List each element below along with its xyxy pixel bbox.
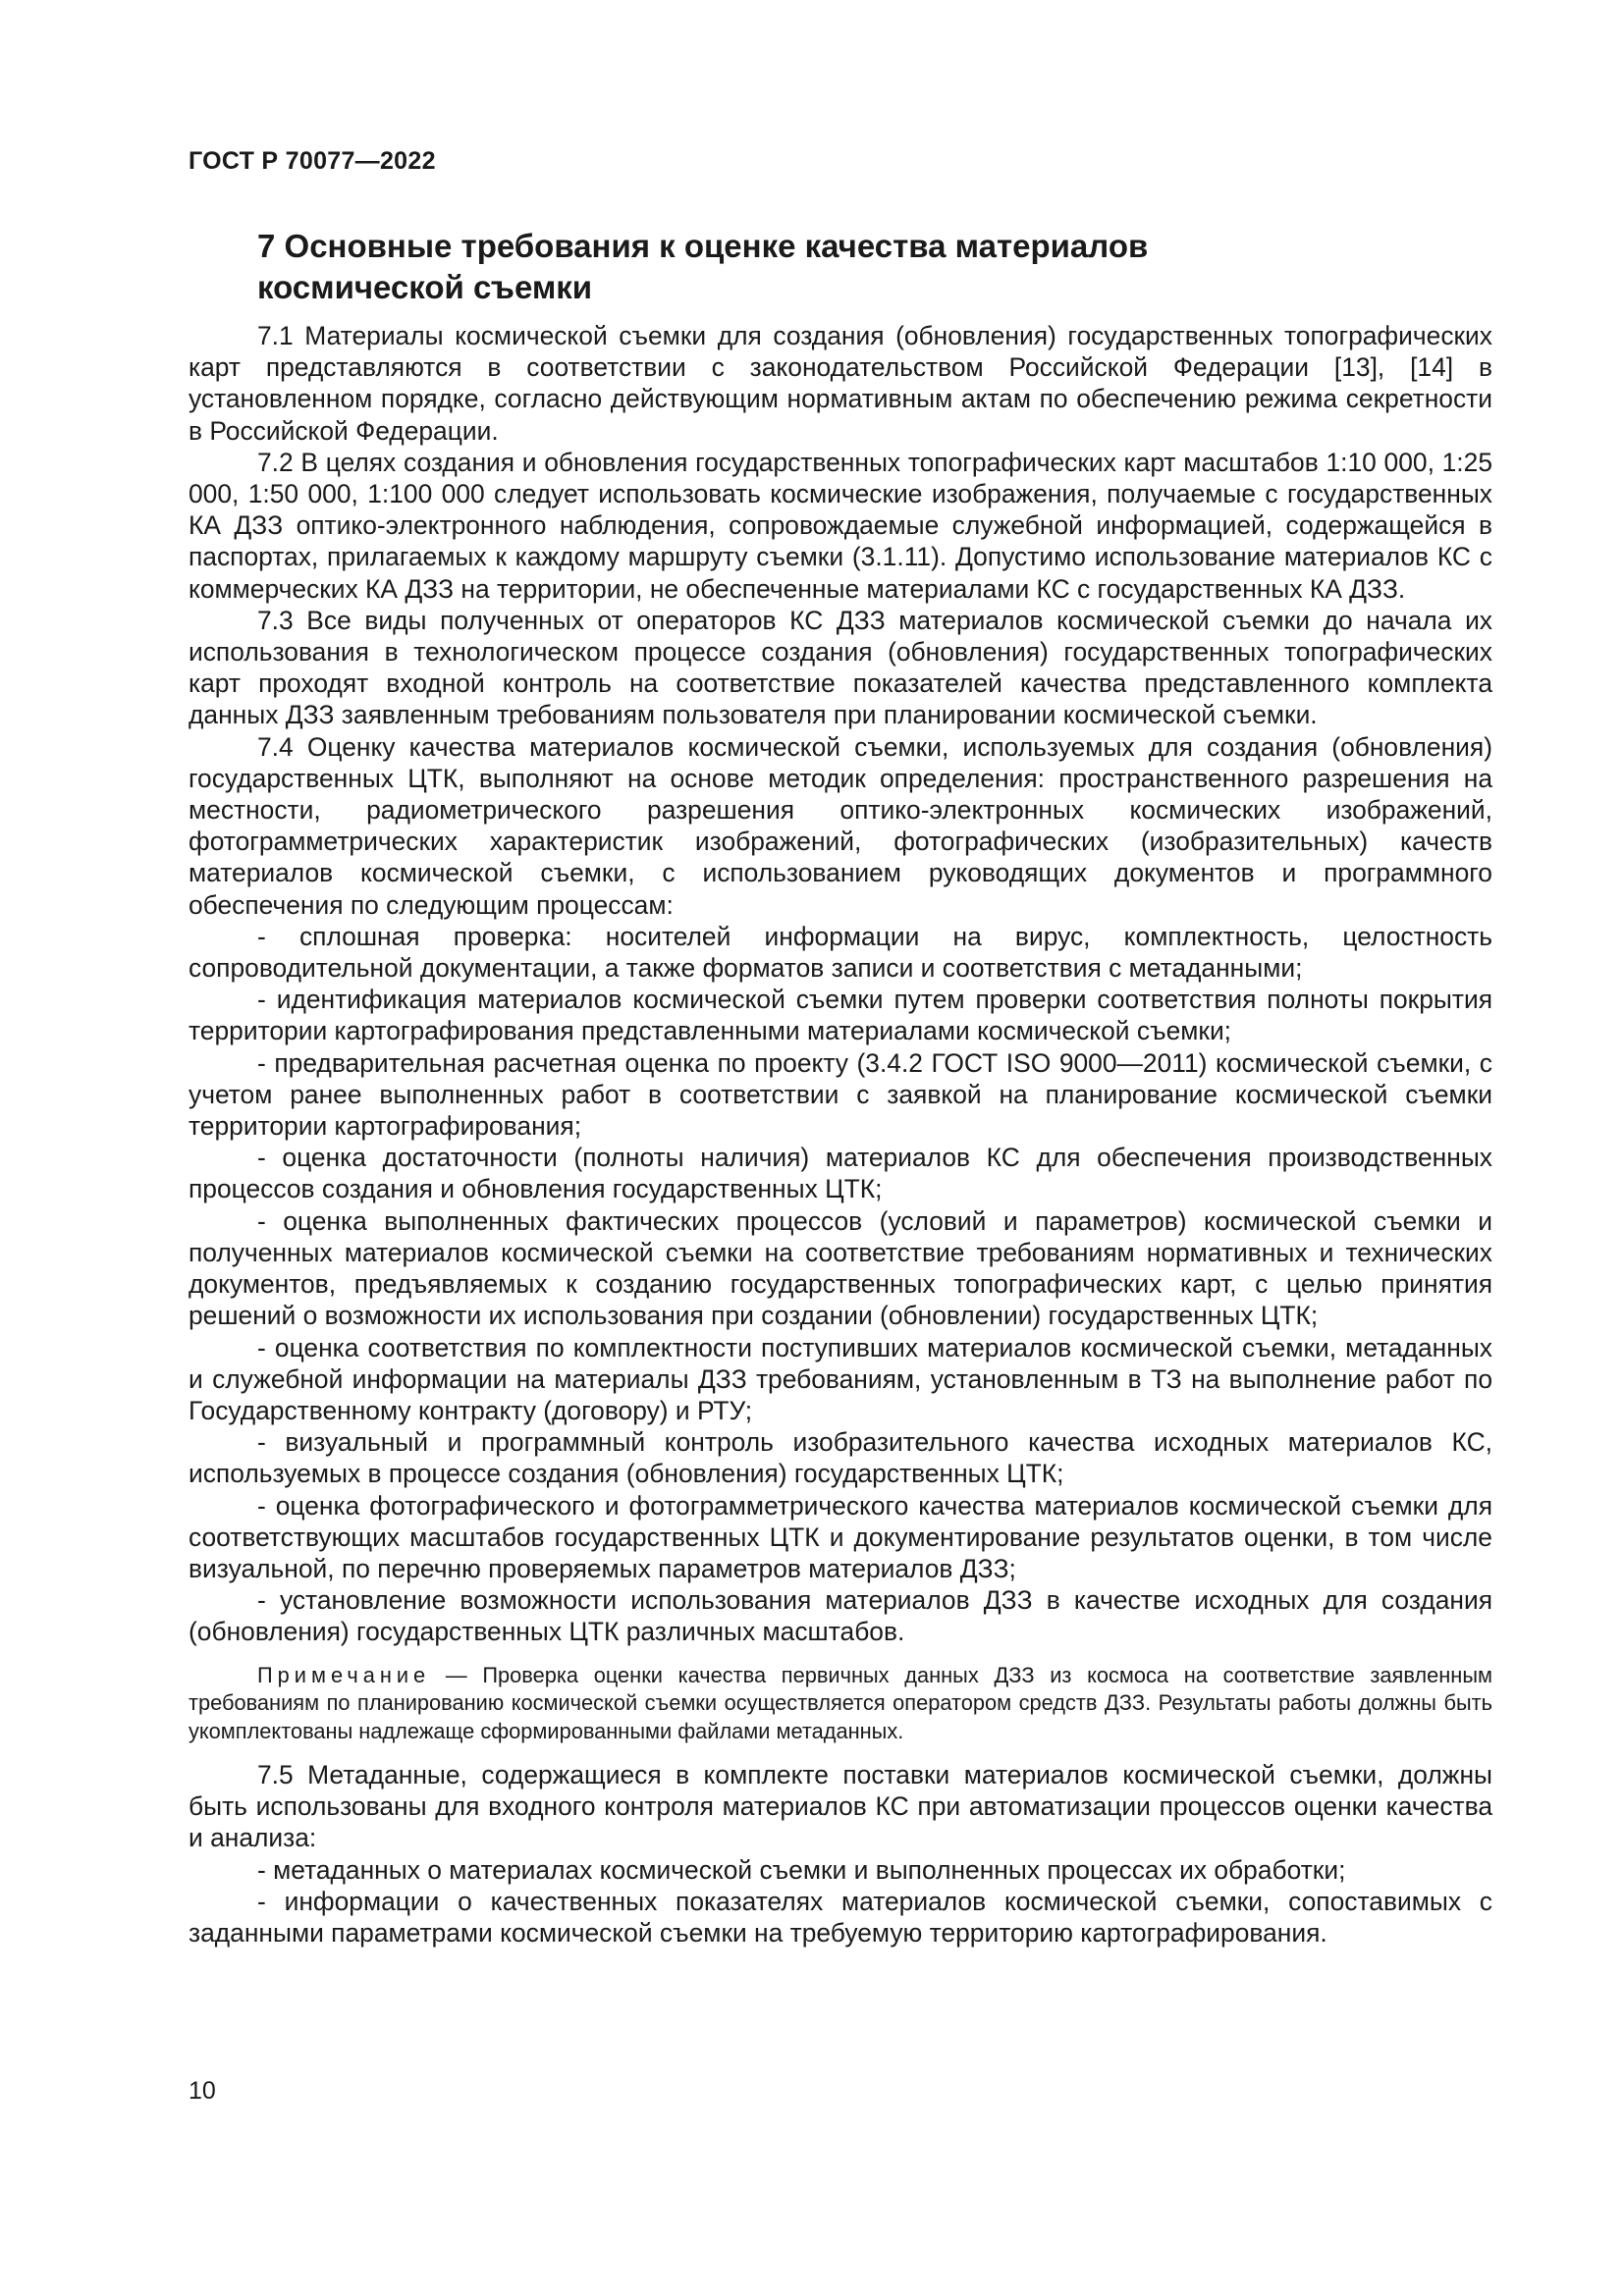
- list-item: - предварительная расчетная оценка по проекту (3.4.2 ГОСТ ISO 9000—2011) космической съемки, с учетом ранее выполненных работ в соответствии с заявкой на планирование космической съемки территории картографирования;: [189, 1047, 1492, 1142]
- list-item: - визуальный и программный контроль изобразительного качества исходных материалов КС, используемых в процессе создания (обновления) государственных ЦТК;: [189, 1427, 1492, 1489]
- list-item: - оценка фотографического и фотограмметрического качества материалов космической съемки для соответствующих масштабов государственных ЦТК и документирование результатов оценки, в том числе визуальной, по перечню проверяемых параметров материалов ДЗЗ;: [189, 1490, 1492, 1583]
- paragraph-7-5: 7.5 Метаданные, содержащиеся в комплекте поставки материалов космической съемки, должны быть использованы для входного контроля материалов КС при автоматизации процессов оценки качества и анализа:: [189, 1760, 1492, 1853]
- page-number: 10: [189, 2077, 216, 2105]
- note-paragraph: [189, 1662, 1492, 1746]
- paragraph-7-1: 7.1 Материалы космической съемки для создания (обновления) государственных топографических карт представляются в соответствии с законодательством Российской Федерации [13], [14] в установленном порядке, согласно действующим нормативным актам по обеспечению режима секретности в Российской Федерации.: [189, 321, 1492, 446]
- list-item: - информации о качественных показателях материалов космической съемки, сопоставимых с заданными параметрами космической съемки на требуемую территорию картографирования.: [189, 1886, 1492, 1949]
- list-item: - установление возможности использования материалов ДЗЗ в качестве исходных для создания (обновления) государственных ЦТК различных масштабов.: [189, 1585, 1492, 1647]
- paragraph-7-3: 7.3 Все виды полученных от операторов КС ДЗЗ материалов космической съемки до начала их использования в технологическом процессе создания (обновления) государственных топографических карт проходят входной контроль на соответствие показателей качества представленного комплекта данных ДЗЗ заявленным требованиям пользователя при планировании космической съемки.: [189, 605, 1492, 730]
- note-text: — Проверка оценки качества первичных данных ДЗЗ из космоса на соответствие заявленным требованиям по планированию космической съемки осуществляется оператором средств ДЗЗ. Результаты работы должны быть укомплектованы надлежаще сформированными файлами метаданных.: [189, 1662, 1492, 1743]
- paragraph-7-4: 7.4 Оценку качества материалов космической съемки, используемых для создания (обновления) государственных ЦТК, выполняют на основе методик определения: пространственного разрешения на местности, радиометрического разрешения оптико-электронных космических изображений, фотограмметрических характеристик изображений, фотографических (изобразительных) качеств материалов космической съемки, с использованием руководящих документов и программного обеспечения по следующим процессам:: [189, 731, 1492, 920]
- section-body: [189, 320, 1492, 1949]
- list-item: - оценка достаточности (полноты наличия) материалов КС для обеспечения производственных процессов создания и обновления государственных ЦТК;: [189, 1143, 1492, 1204]
- note-label: Примечание: [257, 1662, 431, 1687]
- list-item: - оценка соответствия по комплектности поступивших материалов космической съемки, метаданных и служебной информации на материалы ДЗЗ требованиям, установленным в ТЗ на выполнение работ по Государственному контракту (договору) и РТУ;: [189, 1332, 1492, 1425]
- list-item: - идентификация материалов космической съемки путем проверки соответствия полноты покрытия территории картографирования представленными материалами космической съемки;: [189, 985, 1492, 1046]
- list-item: - метаданных о материалах космической съемки и выполненных процессах их обработки;: [257, 1854, 1346, 1885]
- list-item: - сплошная проверка: носителей информации на вирус, комплектность, целостность сопроводительной документации, а также форматов записи и соответствия с метаданными;: [189, 921, 1492, 984]
- list-item: - оценка выполненных фактических процессов (условий и параметров) космической съемки и полученных материалов космической съемки на соответствие требованиям нормативных и технических документов, предъявляемых к созданию государственных топографических карт, с целью принятия решений о возможности их использования при создании (обновлении) государственных ЦТК;: [189, 1205, 1492, 1331]
- section-title: [257, 226, 1386, 308]
- standard-header: ГОСТ Р 70077—2022: [189, 147, 436, 175]
- paragraph-7-2: 7.2 В целях создания и обновления государственных топографических карт масштабов 1:10 000, 1:25 000, 1:50 000, 1:100 000 следует использовать космические изображения, получаемые с государственных КА ДЗЗ оптико-электронного наблюдения, сопровождаемые служебной информацией, содержащейся в паспортах, прилагаемых к каждому маршруту съемки (3.1.11). Допустимо использование материалов КС с коммерческих КА ДЗЗ на территории, не обеспеченные материалами КС с государственных КА ДЗЗ.: [189, 447, 1492, 604]
- section-title-line2: космической съемки: [257, 269, 593, 305]
- section-title-line1: 7 Основные требования к оценке качества материалов: [257, 228, 1149, 264]
